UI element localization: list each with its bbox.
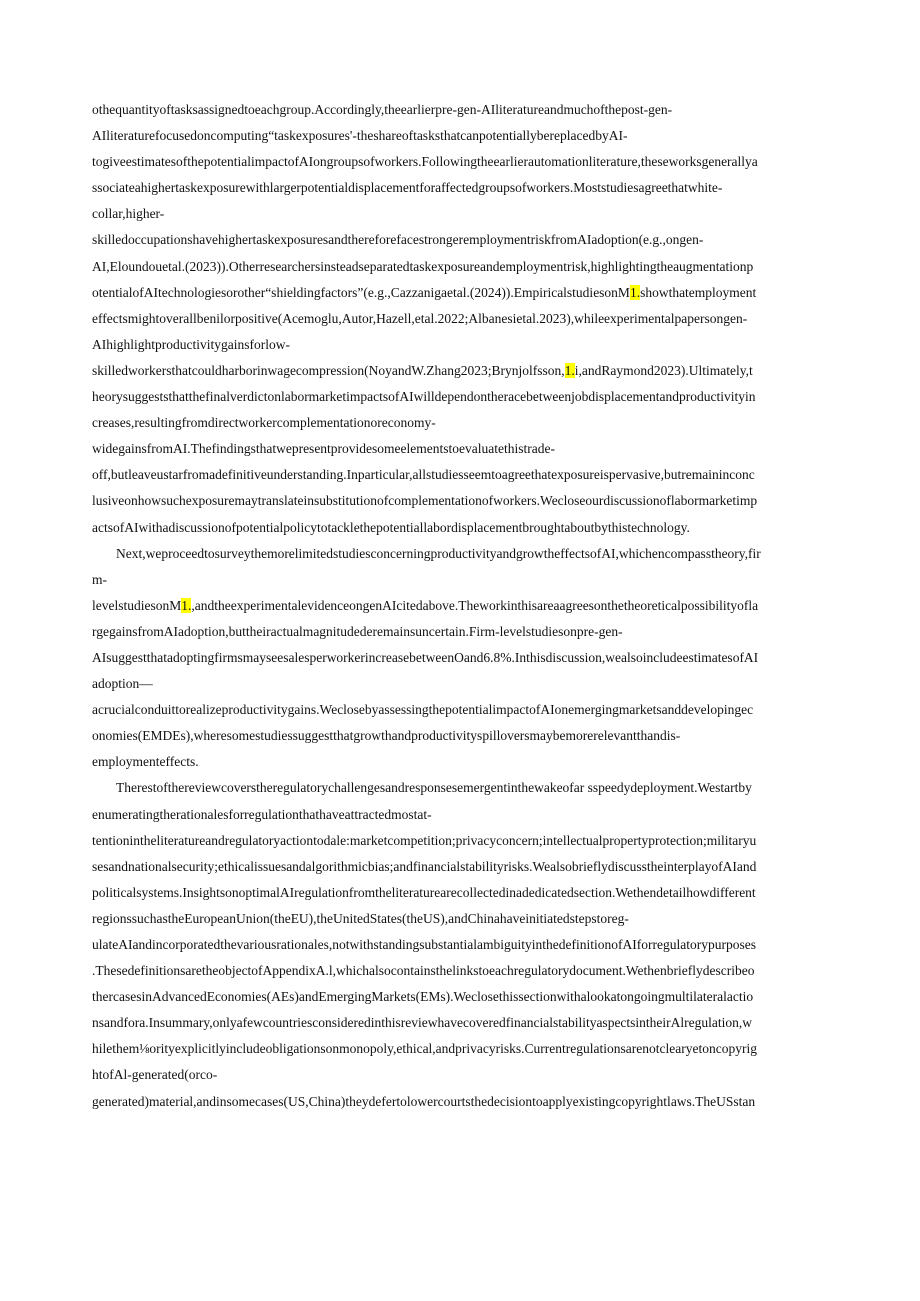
text-segment: adoption— <box>92 676 153 692</box>
text-segment: m- <box>92 571 107 587</box>
text-segment: onomies(EMDEs),wheresomestudiessuggestthatgrowthandproductivityspilloversmaybemorerelevantthandis- <box>92 728 681 744</box>
text-line <box>92 567 858 593</box>
text-segment: lusiveonhowsuchexposuremaytranslateinsubstitutionofcomplementationofworkers.Wecloseourdiscussionoflabormarketimp <box>92 493 758 509</box>
text-line <box>92 515 858 541</box>
text-line <box>92 1089 858 1115</box>
text-line <box>92 1010 858 1036</box>
text-segment: AIhighlightproductivitygainsforlow- <box>92 336 290 352</box>
text-line <box>92 436 858 462</box>
text-segment: actsofAIwithadiscussionofpotentialpolicytotacklethepotentiallabordisplacementbroughtaboutbythistechnology. <box>92 519 690 535</box>
body-paragraph <box>92 541 858 776</box>
text-line <box>92 462 858 488</box>
text-segment: ssociateahighertaskexposurewithlargerpotentialdisplacementforaffectedgroupsofworkers.Moststudiesagreethatwhite- <box>92 180 723 196</box>
text-segment: heorysuggeststhatthefinalverdictonlabormarketimpactsofAIwilldependontheracebetweenjobdisplacementandproductivityin <box>92 389 756 405</box>
text-line <box>92 671 858 697</box>
text-segment: regionssuchastheEuropeanUnion(theEU),theUnitedStates(theUS),andChinahaveinitiatedstepstoreg- <box>92 910 629 926</box>
text-line <box>92 227 858 253</box>
text-line <box>92 932 858 958</box>
text-segment: skilledworkersthatcouldharborinwagecompression(NoyandW.Zhang2023;Brynjolfsson, <box>92 362 565 378</box>
text-line <box>92 97 858 123</box>
text-segment: Therestofthereviewcoverstheregulatorychallengesandresponsesemergentinthewakeofar sspeedydeployment.Westartby <box>116 780 752 796</box>
text-line <box>92 1062 858 1088</box>
text-line <box>92 175 858 201</box>
text-line <box>92 723 858 749</box>
body-paragraph <box>92 775 858 1114</box>
text-line <box>92 645 858 671</box>
text-segment: employmenteffects. <box>92 754 199 770</box>
text-line <box>92 828 858 854</box>
text-segment: widegainsfromAI.Thefindingsthatwepresentprovidesomeelementstoevaluatethistrade- <box>92 441 555 457</box>
text-line <box>92 984 858 1010</box>
text-segment: AIliteraturefocusedoncomputing“taskexposures'-theshareoftasksthatcanpotentiallybereplacedbyAI- <box>92 128 628 144</box>
text-line <box>92 958 858 984</box>
text-line <box>92 332 858 358</box>
text-segment: skilledoccupationshavehighertaskexposuresandthereforefacestrongeremploymentriskfromAIadoption(e.g.,ongen- <box>92 232 704 248</box>
text-line <box>92 488 858 514</box>
text-line <box>92 358 858 384</box>
highlighted-text: 1. <box>629 284 641 300</box>
text-line <box>92 880 858 906</box>
text-line <box>92 906 858 932</box>
text-segment: i,andRaymond2023).Ultimately,t <box>574 362 753 378</box>
text-segment: nsandfora.Insummary,onlyafewcountriesconsideredinthisreviewhavecoveredfinancialstabilityaspectsintheirAlregulation,w <box>92 1015 753 1031</box>
text-segment: htofAl-generated(orco- <box>92 1067 218 1083</box>
text-segment: thercasesinAdvancedEconomies(AEs)andEmergingMarkets(EMs).Weclosethissectionwithalookatongoingmultilateralactio <box>92 989 754 1005</box>
text-segment: enumeratingtherationalesforregulationthathaveattractedmostat- <box>92 806 432 822</box>
text-line <box>92 541 858 567</box>
text-segment: ,andtheexperimentalevidenceongenAIcitedabove.Theworkinthisareaagreesonthetheoreticalpossibilityofla <box>191 597 759 613</box>
text-segment: ulateAIandincorporatedthevariousrationales,notwithstandingsubstantialambiguityinthedefinitionofAIforregulatorypurposes <box>92 937 756 952</box>
text-line <box>92 306 858 332</box>
text-segment: levelstudiesonM <box>92 597 182 613</box>
text-segment: generated)material,andinsomecases(US,China)theydefertolowercourtsthedecisiontoapplyexistingcopyrightlaws.TheUSstan <box>92 1093 756 1109</box>
text-segment: sesandnationalsecurity;ethicalissuesandalgorithmicbias;andfinancialstabilityrisks.WealsobrieflydiscusstheinterplayofAIand <box>92 858 757 874</box>
text-line <box>92 149 858 175</box>
text-line <box>92 749 858 775</box>
text-segment: othequantityoftasksassignedtoeachgroup.Accordingly,theearlierpre-gen-AIliteratureandmuchofthepost-gen- <box>92 102 673 117</box>
text-line <box>92 697 858 723</box>
text-segment: collar,higher- <box>92 206 165 222</box>
text-segment: otentialofAItechnologiesorother“shieldingfactors”(e.g.,Cazzanigaetal.(2024)).EmpiricalstudiesonM <box>92 284 630 300</box>
text-segment: .ThesedefinitionsaretheobjectofAppendixA.l,whichalsocontainsthelinkstoeachregulatorydocument.Wethenbrieflydescribeo <box>92 963 755 979</box>
text-segment: off,butleaveustarfromadefinitiveunderstanding.Inparticular,allstudiesseemtoagreethatexposureispervasive,butremaininconc <box>92 467 755 483</box>
text-segment: acrucialconduittorealizeproductivitygains.WeclosebyassessingthepotentialimpactofAIonemergingmarketsanddevelopingec <box>92 702 754 718</box>
body-paragraph <box>92 97 858 541</box>
text-segment: AIsuggestthatadoptingfirmsmayseesalesperworkerincreasebetweenOand6.8%.Inthisdiscussion,wealsoincludeestimatesofAI <box>92 649 759 665</box>
text-segment: togiveestimatesofthepotentialimpactofAIongroupsofworkers.Followingtheearlierautomationliterature,theseworksgenerallya <box>92 154 758 170</box>
text-line <box>92 410 858 436</box>
highlighted-text: 1. <box>181 597 192 613</box>
text-line <box>92 854 858 880</box>
text-line <box>92 254 858 280</box>
text-segment: politicalsystems.InsightsonoptimalAIregulationfromtheliteraturearecollectedinadedicatedsection.Wethendetailhowdifferent <box>92 884 756 900</box>
text-segment: showthatemployment <box>640 284 757 300</box>
text-segment: Next,weproceedtosurveythemorelimitedstudiesconcerningproductivityandgrowtheffectsofAI,whichencompasstheory,fir <box>116 545 761 561</box>
highlighted-text: 1. <box>564 362 575 378</box>
text-segment: rgegainsfromAIadoption,buttheiractualmagnitudederemainsuncertain.Firm-levelstudiesonpre-gen- <box>92 623 623 639</box>
text-line <box>92 1036 858 1062</box>
text-segment: effectsmightoverallbenilorpositive(Acemoglu,Autor,Hazell,etal.2022;Albanesietal.2023),whileexperimentalpapersongen- <box>92 310 748 326</box>
text-line <box>92 201 858 227</box>
text-line <box>92 384 858 410</box>
text-segment: AI,Eloundouetal.(2023)).Otherresearchersinsteadseparatedtaskexposureandemploymentrisk,highlightingtheaugmentationp <box>92 258 754 274</box>
text-line <box>92 123 858 149</box>
text-line <box>92 802 858 828</box>
text-segment: tentionintheliteratureandregulatoryactiontodale:marketcompetition;privacyconcern;intellectualpropertyprotection;militaryu <box>92 832 757 848</box>
text-line <box>92 619 858 645</box>
text-line <box>92 593 858 619</box>
text-line <box>92 775 858 801</box>
text-segment: creases,resultingfromdirectworkercomplementationoreconomy- <box>92 415 436 431</box>
text-line <box>92 280 858 306</box>
text-segment: hilethem⅛orityexplicitlyincludeobligationsonmonopoly,ethical,andprivacyrisks.Currentregulationsarenotclearyetoncopyrig <box>92 1041 757 1057</box>
